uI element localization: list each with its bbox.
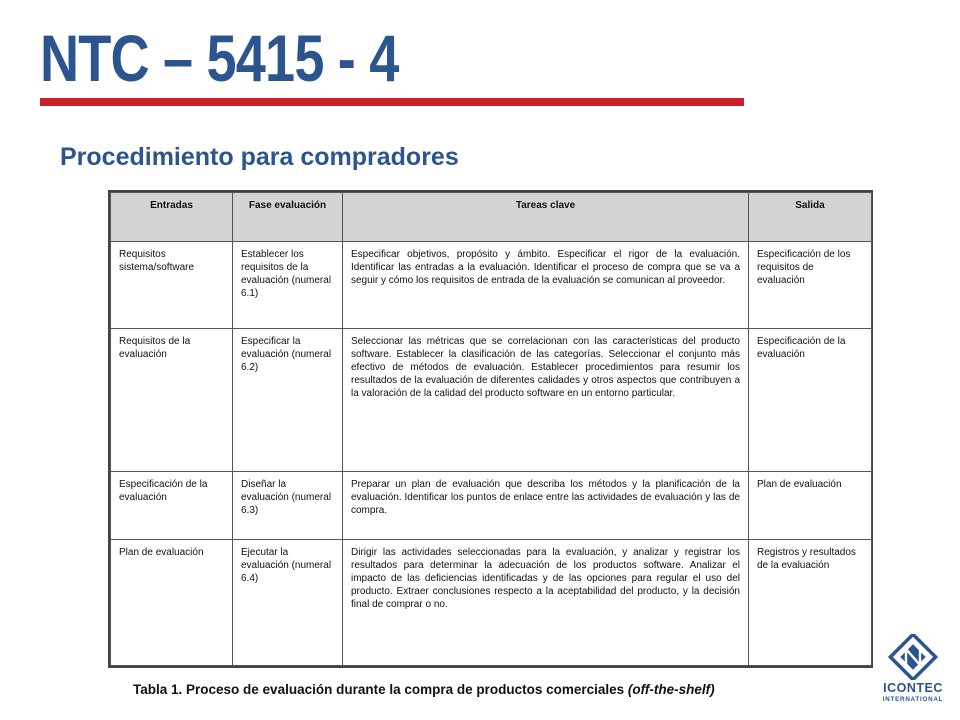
header-fase: Fase evaluación [233, 193, 343, 242]
cell-entradas: Requisitos de la evaluación [111, 329, 233, 472]
icontec-logo [877, 634, 949, 714]
cell-salida: Especificación de los requisitos de evaluación [749, 242, 872, 329]
cell-salida: Registros y resultados de la evaluación [749, 540, 872, 666]
caption-italic: (off-the-shelf) [627, 682, 715, 697]
cell-salida: Plan de evaluación [749, 472, 872, 540]
slide-subtitle: Procedimiento para compradores [60, 143, 459, 171]
logo-subtitle: INTERNATIONAL [882, 696, 944, 703]
table-caption [133, 682, 715, 697]
table-row [111, 472, 872, 540]
slide-title: NTC – 5415 - 4 [40, 21, 399, 95]
header-salida: Salida [749, 193, 872, 242]
header-entradas: Entradas [111, 193, 233, 242]
table-row [111, 242, 872, 329]
cell-tareas: Preparar un plan de evaluación que describa los métodos y la planificación de la evaluación. Identificar los puntos de enlace entre las actividades de evaluación y las de compra. [343, 472, 749, 540]
cell-entradas: Especificación de la evaluación [111, 472, 233, 540]
cell-fase: Diseñar la evaluación (numeral 6.3) [233, 472, 343, 540]
logo-name: ICONTEC [883, 681, 943, 695]
cell-fase: Especificar la evaluación (numeral 6.2) [233, 329, 343, 472]
caption-text: Tabla 1. Proceso de evaluación durante la compra de productos comerciales [133, 682, 628, 697]
cell-tareas: Seleccionar las métricas que se correlacionan con las características del producto software. Establecer la clasificación de las categorías. Seleccionar el conjunto más efectivo de métodos de evaluación. Establecer procedimientos para resumir los resultados de la evaluación de diferentes calidades y otros aspectos que contribuyen a la valoración de la calidad del producto software en un entorno particular. [343, 329, 749, 472]
cell-entradas: Plan de evaluación [111, 540, 233, 666]
evaluation-table [108, 190, 873, 668]
cell-tareas: Dirigir las actividades seleccionadas para la evaluación, y analizar y registrar los resultados para determinar la adecuación de los productos software. Analizar el impacto de las deficiencias identificadas y de las opciones para regular el uso del producto. Extraer conclusiones respecto a la aceptabilidad del producto, y la decisión final de comprar o no. [343, 540, 749, 666]
cell-fase: Ejecutar la evaluación (numeral 6.4) [233, 540, 343, 666]
table-header-row [111, 193, 872, 242]
table-row [111, 540, 872, 666]
icontec-n-icon [877, 634, 949, 680]
cell-tareas: Especificar objetivos, propósito y ámbito. Especificar el rigor de la evaluación. Identificar las entradas a la evaluación. Identificar el proceso de compra que se va a seguir y cómo los requisitos de entrada de la evaluación se comunican al proveedor. [343, 242, 749, 329]
table-row [111, 329, 872, 472]
cell-fase: Establecer los requisitos de la evaluación (numeral 6.1) [233, 242, 343, 329]
cell-entradas: Requisitos sistema/software [111, 242, 233, 329]
header-tareas: Tareas clave [343, 193, 749, 242]
cell-salida: Especificación de la evaluación [749, 329, 872, 472]
title-underline [40, 98, 744, 106]
